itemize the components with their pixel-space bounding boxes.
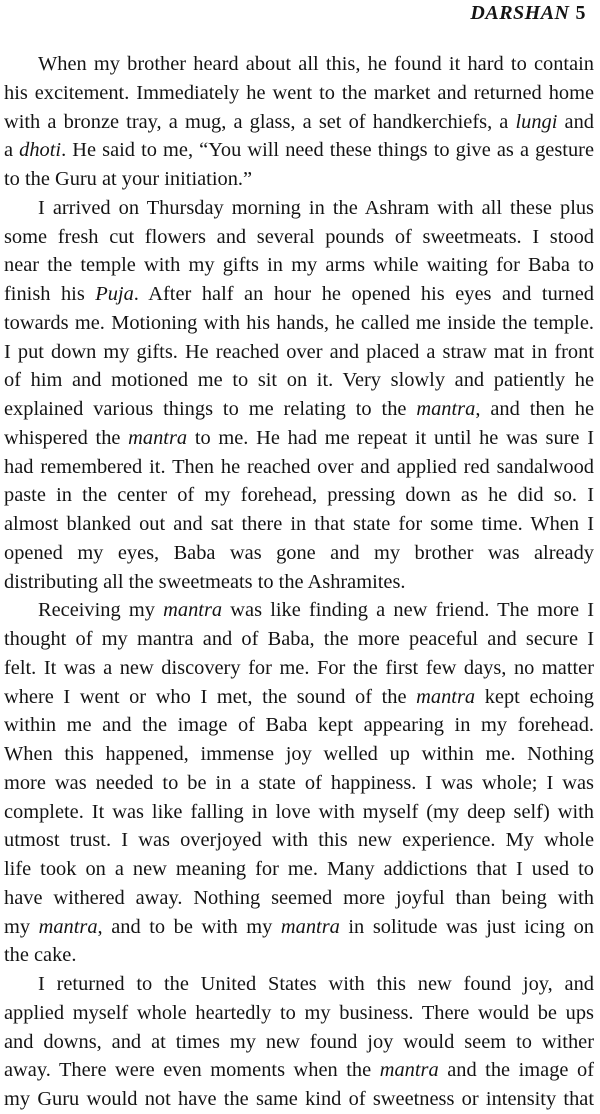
text-line: I arrived on Thursday morning in the Ashram with all these plus [38,196,594,219]
text-line: whispered the mantra to me. He had me repeat it until he was sure I [4,426,594,449]
text-line: utmost trust. I was overjoyed with this new experience. My whole [4,829,594,852]
text-line: Receiving my mantra was like finding a new friend. The more I [38,599,594,622]
text-line: away. There were even moments when the mantra and the image of [4,1059,594,1082]
chapter-title: DARSHAN [470,2,570,24]
text-line: of him and motioned me to sit on it. Very slowly and patiently he [4,369,594,392]
text-line: felt. It was a new discovery for me. For the first few days, no matter [4,656,594,679]
text-line: I returned to the United States with this new found joy, and [38,973,594,995]
text-line: distributing all the sweetmeats to the Ashramites. [4,570,406,593]
text-line: opened my eyes, Baba was gone and my brother was already [4,541,594,564]
text-line: some fresh cut flowers and several pounds of sweetmeats. I stood [4,225,594,248]
text-line: life took on a new meaning for me. Many addictions that I used to [4,858,594,880]
text-line: a dhoti. He said to me, “You will need these things to give as a gesture [4,139,594,162]
text-line: my Guru would not have the same kind of sweetness or intensity that [4,1088,594,1110]
text-line: with a bronze tray, a mug, a glass, a set of handkerchiefs, a lungi and [4,110,594,133]
body-text [0,50,594,1114]
text-line: paste in the center of my forehead, pressing down as he did so. I [4,484,594,507]
text-line: have withered away. Nothing seemed more joyful than being with [4,886,594,909]
text-line: applied myself whole heartedly to my business. There would be ups [4,1001,594,1024]
text-line: near the temple with my gifts in my arms while waiting for Baba to [4,254,594,277]
text-line: more was needed to be in a state of happiness. I was whole; I was [4,771,594,794]
text-line: explained various things to me relating to the mantra, and then he [4,398,594,420]
page-number: 5 [575,2,586,24]
text-line: finish his Puja. After half an hour he opened his eyes and turned [4,283,594,305]
text-line: When my brother heard about all this, he found it hard to contain [38,53,594,75]
text-line: and downs, and at times my new found joy would seem to wither [4,1030,594,1053]
running-header [470,2,586,25]
text-line: within me and the image of Baba kept appearing in my forehead. [4,714,594,737]
text-line: When this happened, immense joy welled up within me. Nothing [4,743,594,765]
text-line: towards me. Motioning with his hands, he called me inside the temple. [4,311,594,334]
text-line: almost blanked out and sat there in that state for some time. When I [4,513,594,535]
text-line: where I went or who I met, the sound of the mantra kept echoing [4,685,594,708]
text-line: I put down my gifts. He reached over and placed a straw mat in front [4,340,594,363]
text-line: the cake. [4,944,77,967]
text-line: complete. It was like falling in love with myself (my deep self) with [4,800,594,823]
text-line: thought of my mantra and of Baba, the more peaceful and secure I [4,628,594,650]
text-line: my mantra, and to be with my mantra in solitude was just icing on [4,915,594,938]
text-line: his excitement. Immediately he went to the market and returned home [4,81,594,104]
text-line: had remembered it. Then he reached over and applied red sandalwood [4,455,594,478]
text-line: to the Guru at your initiation.” [4,168,253,190]
